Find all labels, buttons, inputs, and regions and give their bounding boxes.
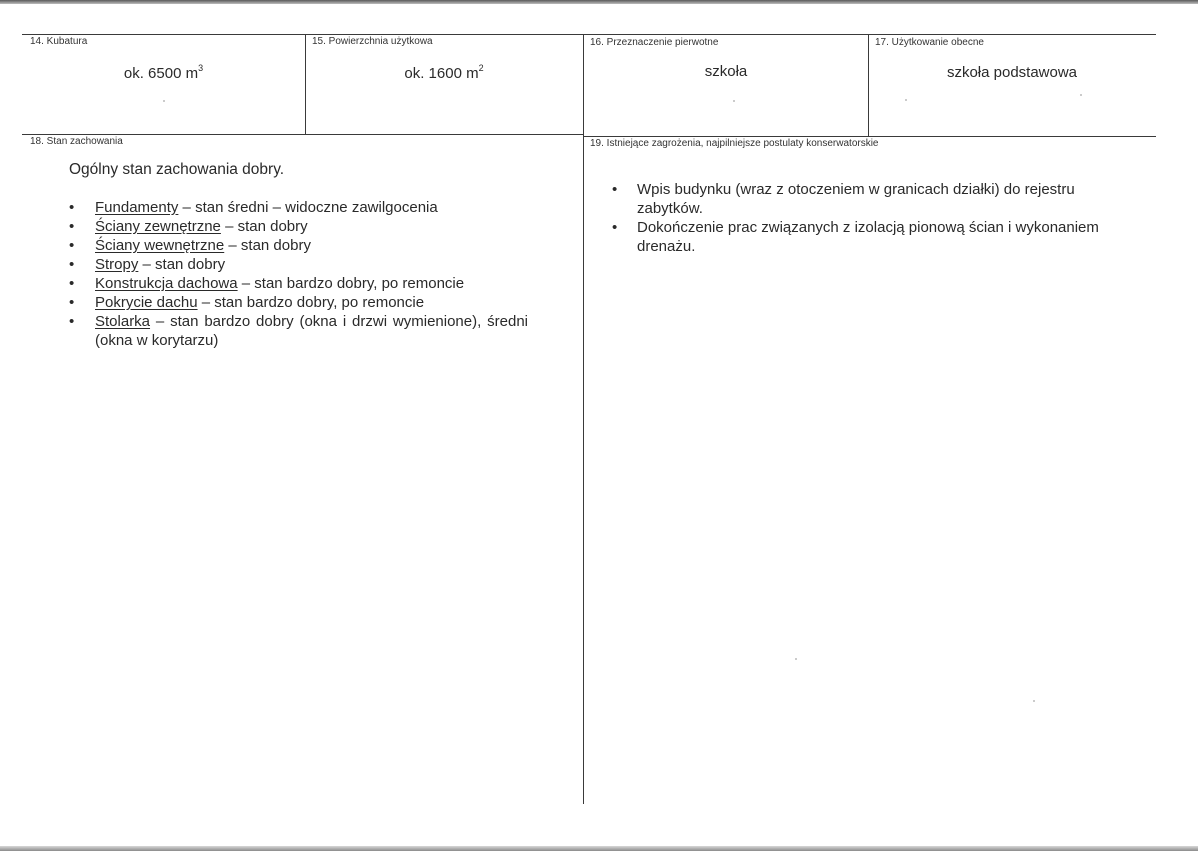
condition-item <box>66 217 528 236</box>
condition-element: Ściany wewnętrzne <box>95 237 225 254</box>
condition-element: Fundamenty <box>95 199 179 216</box>
condition-item <box>66 293 528 312</box>
condition-state: – stan bardzo dobry, po remoncie <box>237 275 465 292</box>
scan-speck <box>1033 700 1035 702</box>
field-17-label: 17. Użytkowanie obecne <box>875 37 984 48</box>
condition-state: – stan średni – widoczne zawilgocenia <box>178 199 438 216</box>
field-14-value-text: ok. 6500 m <box>123 65 199 82</box>
field-14-value-unit-exponent: 3 <box>198 63 204 73</box>
condition-state: – stan dobry <box>220 218 308 235</box>
field-16-label: 16. Przeznaczenie pierwotne <box>590 37 719 48</box>
field-15-value-text: ok. 1600 m <box>404 65 479 82</box>
field-14-value <box>22 63 305 82</box>
threat-item: • Wpis budynku (wraz z otoczeniem w granicach działki) do rejestru zabytków. <box>608 180 1128 218</box>
condition-item <box>66 236 528 255</box>
divider-main <box>583 34 584 804</box>
scan-edge-top <box>0 0 1198 4</box>
condition-element: Ściany zewnętrzne <box>95 218 221 235</box>
condition-state: – stan bardzo dobry (okna i drzwi wymienione), średni (okna w korytarzu) <box>95 313 528 349</box>
divider-16-17 <box>868 34 869 136</box>
field-17-value: szkoła podstawowa <box>946 64 1078 81</box>
condition-state: – stan bardzo dobry, po remoncie <box>197 294 425 311</box>
field-15-label: 15. Powierzchnia użytkowa <box>312 36 433 47</box>
condition-element: Stropy <box>95 256 139 273</box>
scan-speck <box>733 100 735 102</box>
scan-speck <box>905 99 907 101</box>
threat-item: • Dokończenie prac związanych z izolacją pionową ścian i wykonaniem drenażu. <box>608 218 1128 256</box>
condition-element: Stolarka <box>95 313 151 330</box>
field-14-label: 14. Kubatura <box>30 36 88 47</box>
condition-intro: Ogólny stan zachowania dobry. <box>69 161 285 178</box>
condition-state: – stan dobry <box>138 256 226 273</box>
condition-element: Konstrukcja dachowa <box>95 275 238 292</box>
condition-list <box>66 198 528 350</box>
condition-element: Pokrycie dachu <box>95 294 198 311</box>
field-15-value <box>305 63 583 82</box>
top-rule <box>22 34 1156 35</box>
middle-rule-left <box>22 134 584 135</box>
field-15-value-unit-exponent: 2 <box>478 63 484 73</box>
scan-speck <box>795 658 797 660</box>
divider-14-15 <box>305 34 306 134</box>
field-16-value: szkoła <box>704 63 748 80</box>
field-18-label: 18. Stan zachowania <box>30 136 123 147</box>
condition-item <box>66 274 528 293</box>
condition-item <box>66 198 528 217</box>
field-19-label: 19. Istniejące zagrożenia, najpilniejsze postulaty konserwatorskie <box>590 138 879 149</box>
scan-edge-bottom <box>0 846 1198 851</box>
condition-state: – stan dobry <box>224 237 311 254</box>
condition-item <box>66 255 528 274</box>
threats-list <box>608 180 1128 256</box>
condition-item <box>66 312 528 350</box>
scan-speck <box>163 100 165 102</box>
scan-speck <box>1080 94 1082 96</box>
middle-rule-right <box>584 136 1156 137</box>
